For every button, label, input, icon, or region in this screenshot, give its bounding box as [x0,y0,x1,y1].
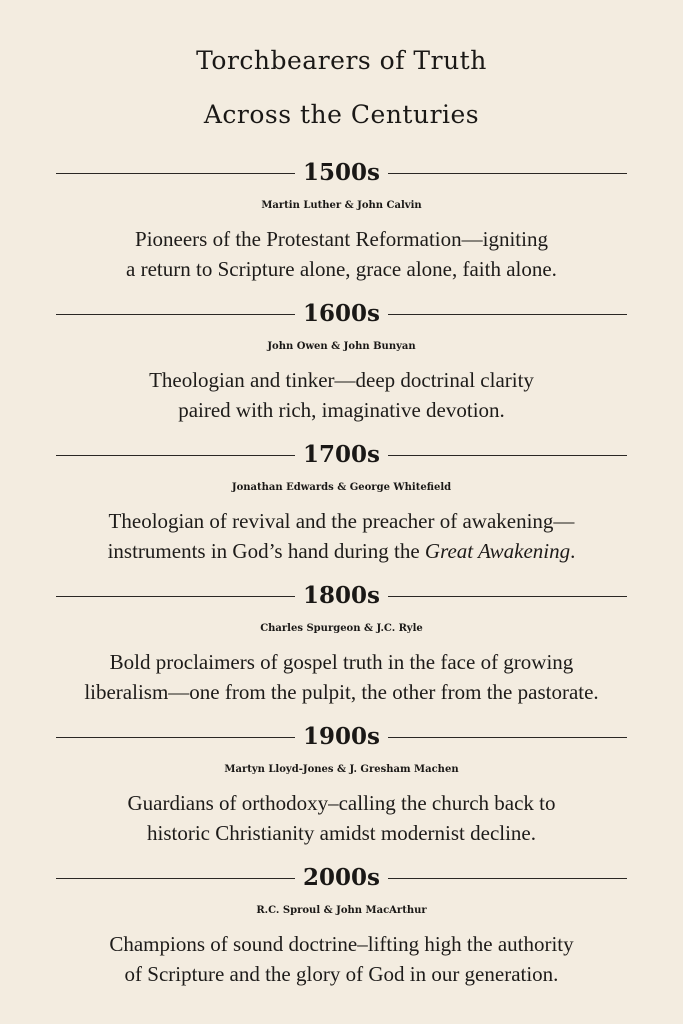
divider-line-right [388,314,627,315]
era-names: R.C. Sproul & John MacArthur [256,905,427,916]
era-description [22,224,662,284]
era-section-1600s [0,297,683,438]
description-text: liberalism—one from the pulpit, the other from the pastorate. [84,680,599,704]
era-divider [56,579,627,613]
description-line-2 [22,536,662,566]
era-names: Charles Spurgeon & J.C. Ryle [260,623,423,634]
era-description [22,365,662,425]
description-line-1: Champions of sound doctrine–lifting high the authority [109,932,574,956]
era-section-2000s [0,861,683,1002]
era-description [22,788,662,848]
era-divider [56,720,627,754]
description-line-2 [22,395,662,425]
era-label: 1500s [303,159,380,186]
divider-line-right [388,455,627,456]
era-divider [56,861,627,895]
page-title [0,34,683,142]
era-divider [56,438,627,472]
description-text: of Scripture and the glory of God in our generation. [124,962,559,986]
era-section-1900s [0,720,683,861]
divider-line-right [388,173,627,174]
description-line-2 [22,959,662,989]
era-section-1700s [0,438,683,579]
era-section-1500s [0,156,683,297]
description-line-2 [22,677,662,707]
description-line-1: Guardians of orthodoxy–calling the church back to [127,791,556,815]
era-description [22,929,662,989]
era-label: 2000s [303,864,380,891]
era-divider [56,297,627,331]
title-line-2: Across the Centuries [203,100,480,129]
era-label: 1600s [303,300,380,327]
era-label: 1800s [303,582,380,609]
era-label: 1700s [303,441,380,468]
era-names: Martin Luther & John Calvin [261,200,422,211]
description-text: a return to Scripture alone, grace alone, faith alone. [126,257,557,281]
divider-line-right [388,737,627,738]
era-names: John Owen & John Bunyan [267,341,416,352]
divider-line-right [388,878,627,879]
era-divider [56,156,627,190]
divider-line-left [56,596,295,597]
divider-line-left [56,878,295,879]
title-line-1: Torchbearers of Truth [196,46,487,75]
italic-term: Great Awakening [424,539,571,563]
description-line-2 [22,254,662,284]
divider-line-left [56,737,295,738]
era-names: Martyn Lloyd-Jones & J. Gresham Machen [224,764,459,775]
divider-line-left [56,455,295,456]
era-label: 1900s [303,723,380,750]
description-line-1: Pioneers of the Protestant Reformation—igniting [135,227,548,251]
divider-line-right [388,596,627,597]
description-text: instruments in God’s hand during the [107,539,425,563]
era-description [22,647,662,707]
description-text: paired with rich, imaginative devotion. [178,398,505,422]
divider-line-left [56,173,295,174]
era-section-1800s [0,579,683,720]
description-punctuation: . [570,539,576,563]
era-names: Jonathan Edwards & George Whitefield [231,482,452,493]
description-line-2 [22,818,662,848]
era-list [0,156,683,1002]
description-line-1: Theologian and tinker—deep doctrinal clarity [149,368,534,392]
era-description [22,506,662,566]
divider-line-left [56,314,295,315]
description-text: historic Christianity amidst modernist decline. [146,821,537,845]
description-line-1: Theologian of revival and the preacher of awakening— [108,509,575,533]
description-line-1: Bold proclaimers of gospel truth in the face of growing [109,650,574,674]
